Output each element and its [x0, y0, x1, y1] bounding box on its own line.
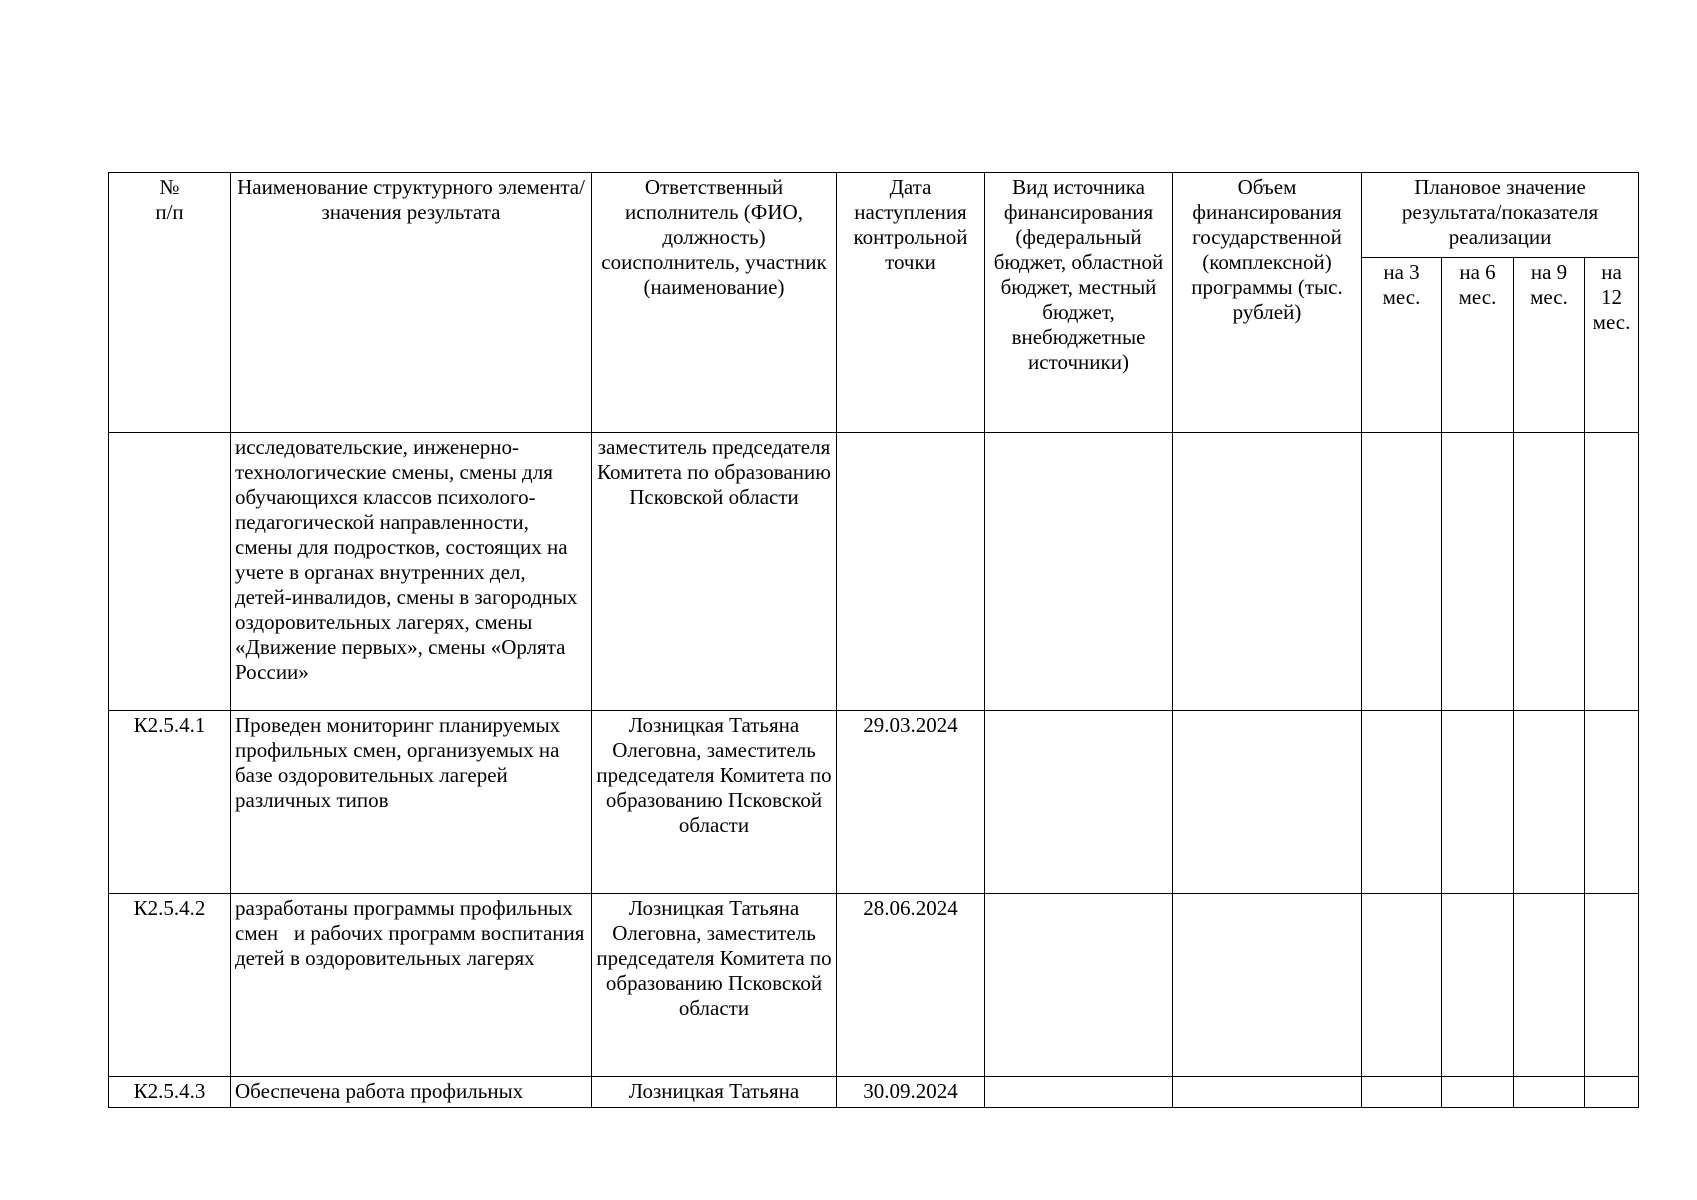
row-m12	[1585, 1077, 1639, 1108]
row-date	[837, 433, 985, 711]
row-m6	[1442, 433, 1514, 711]
row-m9	[1514, 433, 1585, 711]
row-volume	[1173, 433, 1362, 711]
row-m9	[1514, 894, 1585, 1077]
row-m9	[1514, 711, 1585, 894]
table-row	[109, 711, 1639, 894]
header-num: № п/п	[109, 173, 231, 433]
row-m12	[1585, 894, 1639, 1077]
header-volume: Объем финансирования государственной (комплексной) программы (тыс. рублей)	[1173, 173, 1362, 433]
row-volume	[1173, 894, 1362, 1077]
row-m3	[1362, 433, 1442, 711]
row-m3	[1362, 1077, 1442, 1108]
header-m3: на 3 мес.	[1362, 258, 1442, 433]
row-date: 28.06.2024	[837, 894, 985, 1077]
row-volume	[1173, 711, 1362, 894]
table-row	[109, 433, 1639, 711]
plan-table	[108, 172, 1639, 1108]
table-row	[109, 894, 1639, 1077]
row-m3	[1362, 711, 1442, 894]
row-m12	[1585, 711, 1639, 894]
row-m9	[1514, 1077, 1585, 1108]
row-name: Обеспечена работа профильных	[231, 1077, 592, 1108]
row-source	[985, 711, 1173, 894]
table-row	[109, 1077, 1639, 1108]
header-date: Дата наступления контрольной точки	[837, 173, 985, 433]
row-num: К2.5.4.3	[109, 1077, 231, 1108]
row-m12	[1585, 433, 1639, 711]
row-m6	[1442, 894, 1514, 1077]
header-m9: на 9 мес.	[1514, 258, 1585, 433]
header-responsible: Ответственный исполнитель (ФИО, должность) соисполнитель, участник (наименование)	[592, 173, 837, 433]
row-responsible: Лозницкая Татьяна	[592, 1077, 837, 1108]
row-date: 30.09.2024	[837, 1077, 985, 1108]
row-num: К2.5.4.1	[109, 711, 231, 894]
row-responsible: Лозницкая Татьяна Олеговна, заместитель председателя Комитета по образованию Псковской области	[592, 894, 837, 1077]
row-source	[985, 433, 1173, 711]
row-responsible: Лозницкая Татьяна Олеговна, заместитель председателя Комитета по образованию Псковской области	[592, 711, 837, 894]
row-responsible: заместитель председателя Комитета по образованию Псковской области	[592, 433, 837, 711]
row-m3	[1362, 894, 1442, 1077]
row-num: К2.5.4.2	[109, 894, 231, 1077]
row-m6	[1442, 1077, 1514, 1108]
header-source: Вид источника финансирования (федеральный бюджет, областной бюджет, местный бюджет, внебюджетные источники)	[985, 173, 1173, 433]
row-volume	[1173, 1077, 1362, 1108]
row-name: исследовательские, инженерно-технологические смены, смены для обучающихся классов психолого-педагогической направленности, смены для подростков, состоящих на учете в органах внутренних дел, детей-инвалидов, смены в загородных оздоровительных лагерях, смены «Движение первых», смены «Орлята России»	[231, 433, 592, 711]
header-m12: на 12 мес.	[1585, 258, 1639, 433]
row-date: 29.03.2024	[837, 711, 985, 894]
header-name: Наименование структурного элемента/ значения результата	[231, 173, 592, 433]
header-m6: на 6 мес.	[1442, 258, 1514, 433]
row-source	[985, 1077, 1173, 1108]
row-m6	[1442, 711, 1514, 894]
row-name: Проведен мониторинг планируемых профильных смен, организуемых на базе оздоровительных лагерей различных типов	[231, 711, 592, 894]
row-num	[109, 433, 231, 711]
row-source	[985, 894, 1173, 1077]
row-name: разработаны программы профильных смен и рабочих программ воспитания детей в оздоровительных лагерях	[231, 894, 592, 1077]
header-plan: Плановое значение результата/показателя реализации	[1362, 173, 1639, 258]
